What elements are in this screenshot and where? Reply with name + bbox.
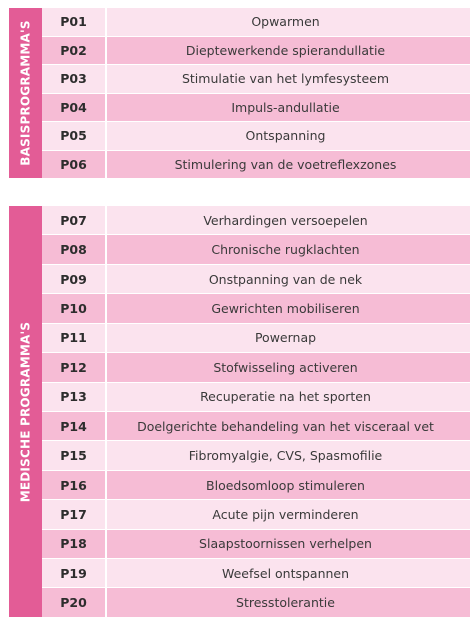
program-code: P15	[60, 448, 87, 464]
medical-programs-section	[9, 206, 470, 617]
program-row	[42, 121, 470, 150]
program-code: P03	[60, 71, 87, 87]
program-row	[42, 499, 470, 528]
program-row	[42, 264, 470, 293]
program-row	[42, 293, 470, 322]
program-code: P09	[60, 271, 87, 287]
program-code: P19	[60, 565, 87, 581]
program-name: Weefsel ontspannen	[221, 565, 350, 581]
program-name: Stimulering van de voetreflexzones	[174, 156, 397, 172]
program-row	[42, 558, 470, 587]
program-code: P18	[60, 536, 87, 552]
program-name: Onstpanning van de nek	[208, 271, 363, 287]
program-name: Verhardingen versoepelen	[203, 212, 368, 228]
program-name: Stofwisseling activeren	[213, 359, 358, 375]
program-row	[42, 470, 470, 499]
program-code: P16	[60, 477, 87, 493]
program-row	[42, 93, 470, 122]
program-name: Ontspanning	[245, 128, 326, 144]
medical-program-list	[42, 206, 470, 617]
program-code: P06	[60, 156, 87, 172]
medical-section-label: MEDISCHE PROGRAMMA'S	[18, 321, 33, 502]
program-name: Doelgerichte behandeling van het visceraal vet	[137, 418, 434, 434]
program-code: P10	[60, 300, 87, 316]
program-name: Gewrichten mobiliseren	[211, 300, 360, 316]
basis-section-sidebar	[9, 8, 42, 178]
program-row	[42, 440, 470, 469]
program-name: Chronische rugklachten	[211, 242, 360, 258]
program-row	[42, 206, 470, 234]
program-name: Recuperatie na het sporten	[200, 389, 371, 405]
medical-section-sidebar	[9, 206, 42, 617]
program-code: P20	[60, 595, 87, 611]
program-row	[42, 36, 470, 65]
basis-section-label: BASISPROGRAMMA'S	[18, 20, 33, 166]
program-name: Acute pijn verminderen	[212, 506, 359, 522]
program-name: Slaapstoornissen verhelpen	[199, 536, 372, 552]
program-code: P01	[60, 14, 87, 30]
program-name: Bloedsomloop stimuleren	[206, 477, 365, 493]
program-name: Fibromyalgie, CVS, Spasmofilie	[188, 448, 383, 464]
program-code: P11	[60, 330, 87, 346]
program-name: Stresstolerantie	[236, 595, 335, 611]
program-name: Impuls-andullatie	[231, 99, 340, 115]
program-row	[42, 323, 470, 352]
program-name: Powernap	[254, 330, 317, 346]
program-row	[42, 234, 470, 263]
program-row	[42, 411, 470, 440]
basis-program-list	[42, 8, 470, 178]
program-row	[42, 382, 470, 411]
program-code: P17	[60, 506, 87, 522]
program-name: Stimulatie van het lymfesysteem	[181, 71, 390, 87]
program-code: P08	[60, 242, 87, 258]
program-row	[42, 150, 470, 179]
program-code: P13	[60, 389, 87, 405]
program-row	[42, 529, 470, 558]
program-code: P02	[60, 42, 87, 58]
program-code: P07	[60, 212, 87, 228]
program-row	[42, 64, 470, 93]
program-row	[42, 8, 470, 36]
program-row	[42, 587, 470, 616]
program-row	[42, 352, 470, 381]
program-name: Opwarmen	[251, 14, 320, 30]
program-code: P12	[60, 359, 87, 375]
program-code: P05	[60, 128, 87, 144]
basis-programs-section	[9, 8, 470, 178]
program-code: P04	[60, 99, 87, 115]
program-code: P14	[60, 418, 87, 434]
program-name: Dieptewerkende spierandullatie	[185, 42, 386, 58]
